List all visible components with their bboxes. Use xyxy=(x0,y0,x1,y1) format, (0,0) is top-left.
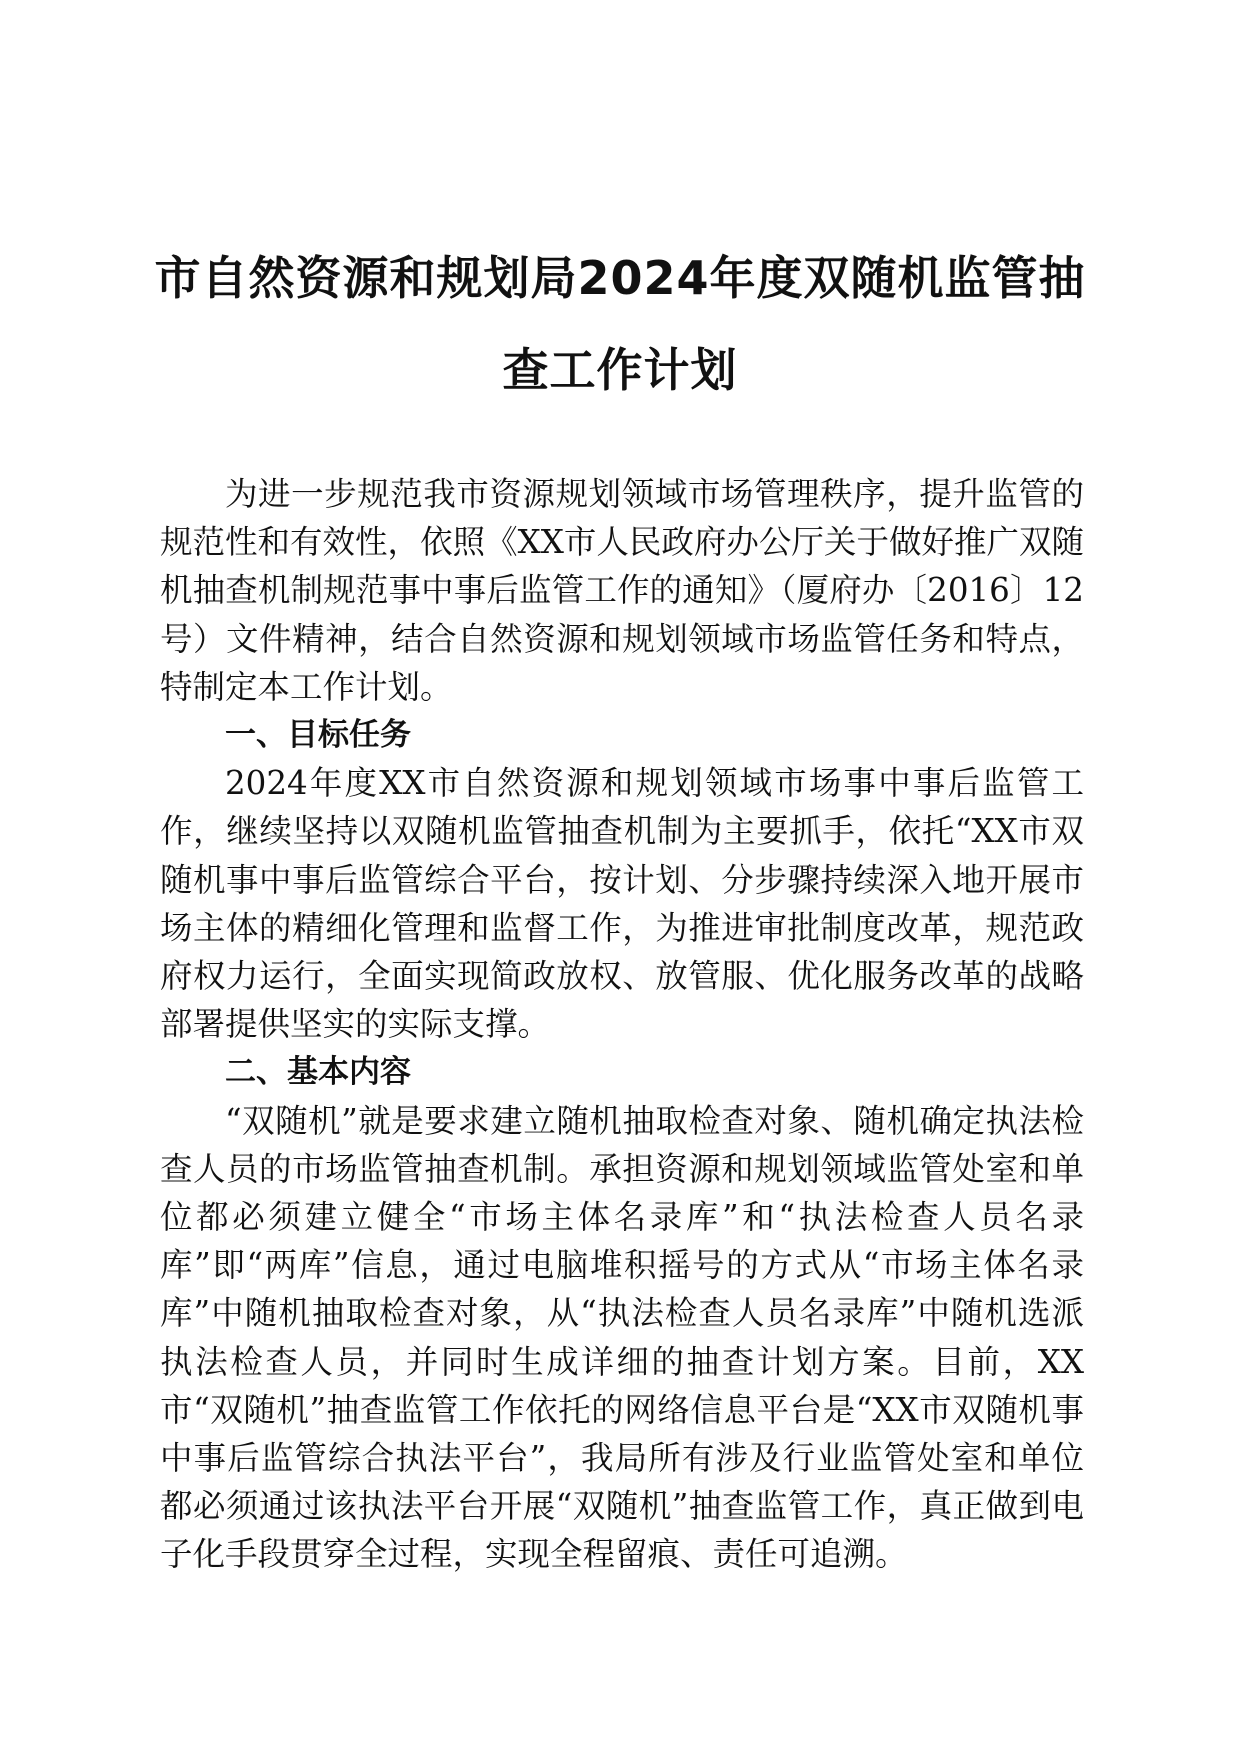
title-line-2: 查工作计划 xyxy=(502,343,738,397)
section-heading-goals: 一、目标任务 xyxy=(225,717,411,754)
content-paragraph: “双随机”就是要求建立随机抽取检查对象、随机确定执法检查人员的市场监管抽查机制。承担资源和规划领域监管处室和单位都必须建立健全“市场主体名录库”和“执法检查人员名录库”即“两库”信息，通过电脑堆积摇号的方式从“市场主体名录库”中随机抽取检查对象，从“执法检查人员名录库”中随机选派执法检查人员，并同时生成详细的抽查计划方案。目前，XX市“双随机”抽查监管工作依托的网络信息平台是“XX市双随机事中事后监管综合执法平台”，我局所有涉及行业监管处室和单位都必须通过该执法平台开展“双随机”抽查监管工作，真正做到电子化手段贯穿全过程，实现全程留痕、责任可追溯。 xyxy=(160,1101,1084,1574)
intro-paragraph: 为进一步规范我市资源规划领域市场管理秩序，提升监管的规范性和有效性，依照《XX市人民政府办公厅关于做好推广双随机抽查机制规范事中事后监管工作的通知》（厦府办〔2016〕12号）文件精神，结合自然资源和规划领域市场监管任务和特点，特制定本工作计划。 xyxy=(160,475,1084,706)
section-heading-content: 二、基本内容 xyxy=(225,1054,411,1091)
goals-paragraph: 2024年度XX市自然资源和规划领域市场事中事后监管工作，继续坚持以双随机监管抽查机制为主要抓手，依托“XX市双随机事中事后监管综合平台，按计划、分步骤持续深入地开展市场主体的精细化管理和监督工作，为推进审批制度改革，规范政府权力运行，全面实现简政放权、放管服、优化服务改革的战略部署提供坚实的实际支撑。 xyxy=(160,764,1084,1044)
title-line-1: 市自然资源和规划局2024年度双随机监管抽 xyxy=(154,251,1086,305)
document-body xyxy=(160,470,1084,1579)
document-title xyxy=(150,232,1090,416)
